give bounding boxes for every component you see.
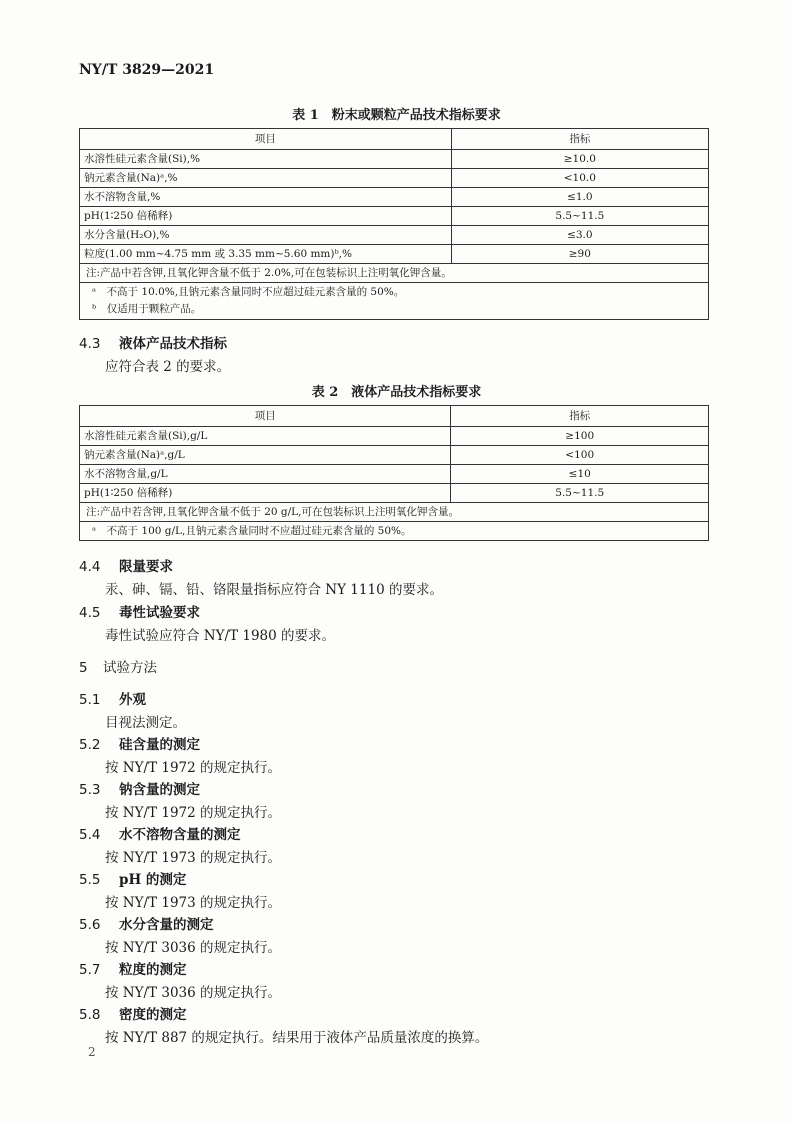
table-cell-item: pH(1∶250 倍稀释) [80, 207, 452, 226]
table-row [80, 226, 709, 245]
section-5-heading [79, 656, 157, 676]
section-5-8-heading [79, 1003, 187, 1023]
section-number: 5.2 [79, 737, 101, 753]
table-cell-item: 粒度(1.00 mm~4.75 mm 或 3.35 mm~5.60 mm)ᵇ,% [80, 245, 452, 264]
table2-footnote-a: ᵃ 不高于 100 g/L,且钠元素含量同时不应超过硅元素含量的 50%。 [80, 522, 709, 541]
table-cell-item: 水分含量(H₂O),% [80, 226, 452, 245]
section-4-4-heading [79, 555, 173, 575]
table-cell-value: ≤3.0 [451, 226, 708, 245]
section-number: 5.1 [79, 692, 101, 708]
section-5-7-text: 按 NY/T 3036 的规定执行。 [105, 985, 282, 1001]
section-5-4-heading [79, 823, 241, 843]
table-cell-value: ≤10 [451, 465, 709, 484]
table-row [80, 169, 709, 188]
section-title: 水分含量的测定 [119, 917, 214, 933]
section-title: 粒度的测定 [119, 962, 187, 978]
section-number: 5.3 [79, 782, 101, 798]
table-row [80, 427, 709, 446]
table2 [79, 405, 709, 541]
section-5-6-text: 按 NY/T 3036 的规定执行。 [105, 940, 282, 956]
table-cell-item: 水溶性硅元素含量(Si),g/L [80, 427, 451, 446]
table-cell-value: <10.0 [451, 169, 708, 188]
section-title: 试验方法 [103, 660, 157, 676]
section-5-7-heading [79, 958, 187, 978]
section-5-5-heading [79, 868, 186, 888]
table1 [79, 128, 709, 320]
table-cell-item: 水溶性硅元素含量(Si),% [80, 150, 452, 169]
table-row [80, 465, 709, 484]
table-cell-value: 5.5~11.5 [451, 484, 709, 503]
section-5-6-heading [79, 913, 214, 933]
section-title: 密度的测定 [119, 1007, 187, 1023]
table-cell-value: ≤1.0 [451, 188, 708, 207]
section-5-2-text: 按 NY/T 1972 的规定执行。 [105, 760, 282, 776]
table2-header-value: 指标 [451, 406, 709, 427]
table-cell-value: ≥10.0 [451, 150, 708, 169]
table1-header-item: 项目 [80, 129, 452, 150]
section-title: 外观 [119, 692, 146, 708]
section-title: 钠含量的测定 [119, 782, 200, 798]
table1-footnotes [80, 283, 709, 320]
section-number: 4.3 [79, 336, 101, 352]
section-4-5-heading [79, 601, 200, 621]
table-cell-item: 水不溶物含量,g/L [80, 465, 451, 484]
table-row [80, 150, 709, 169]
table-cell-value: <100 [451, 446, 709, 465]
section-4-5-text: 毒性试验应符合 NY/T 1980 的要求。 [105, 628, 336, 644]
section-number: 4.4 [79, 559, 101, 575]
section-title: 水不溶物含量的测定 [119, 827, 241, 843]
table-cell-item: 钠元素含量(Na)ᵃ,% [80, 169, 452, 188]
section-4-4-text: 汞、砷、镉、铅、铬限量指标应符合 NY 1110 的要求。 [105, 582, 443, 598]
table-row [80, 207, 709, 226]
section-title: pH 的测定 [119, 872, 187, 888]
table2-header-item: 项目 [80, 406, 451, 427]
section-5-1-text: 目视法测定。 [105, 715, 186, 731]
section-title: 硅含量的测定 [119, 737, 200, 753]
table-row [80, 188, 709, 207]
table2-caption: 表 2 液体产品技术指标要求 [311, 385, 482, 400]
section-number: 5.6 [79, 917, 101, 933]
section-5-4-text: 按 NY/T 1973 的规定执行。 [105, 850, 282, 866]
section-5-3-text: 按 NY/T 1972 的规定执行。 [105, 805, 282, 821]
page-number: 2 [88, 1045, 96, 1059]
table1-header-value: 指标 [451, 129, 708, 150]
section-number: 5 [79, 660, 88, 676]
section-5-1-heading [79, 688, 146, 708]
section-title: 液体产品技术指标 [119, 336, 227, 352]
table1-note: 注:产品中若含钾,且氧化钾含量不低于 2.0%,可在包装标识上注明氧化钾含量。 [80, 264, 709, 283]
table-row [80, 245, 709, 264]
section-5-8-text: 按 NY/T 887 的规定执行。结果用于液体产品质量浓度的换算。 [105, 1030, 489, 1046]
table-cell-item: 水不溶物含量,% [80, 188, 452, 207]
table1-footnote-a: ᵃ 不高于 10.0%,且钠元素含量同时不应超过硅元素含量的 50%。 [92, 286, 405, 298]
section-title: 毒性试验要求 [119, 605, 200, 621]
section-5-3-heading [79, 778, 200, 798]
table-cell-item: 钠元素含量(Na)ᵃ,g/L [80, 446, 451, 465]
section-4-3-heading [79, 332, 227, 352]
standard-number: NY/T 3829—2021 [79, 62, 215, 78]
table-cell-value: ≥90 [451, 245, 708, 264]
table1-caption: 表 1 粉末或颗粒产品技术指标要求 [292, 108, 501, 123]
table-row [80, 484, 709, 503]
section-number: 5.5 [79, 872, 101, 888]
section-number: 5.8 [79, 1007, 101, 1023]
table-cell-value: ≥100 [451, 427, 709, 446]
table-cell-item: pH(1∶250 倍稀释) [80, 484, 451, 503]
section-4-3-text: 应符合表 2 的要求。 [105, 359, 231, 375]
table-cell-value: 5.5~11.5 [451, 207, 708, 226]
section-5-2-heading [79, 733, 200, 753]
table1-footnote-b: ᵇ 仅适用于颗粒产品。 [92, 303, 202, 315]
section-number: 5.7 [79, 962, 101, 978]
section-number: 5.4 [79, 827, 101, 843]
section-5-5-text: 按 NY/T 1973 的规定执行。 [105, 895, 282, 911]
table-row [80, 446, 709, 465]
section-title: 限量要求 [119, 559, 173, 575]
table2-note: 注:产品中若含钾,且氧化钾含量不低于 20 g/L,可在包装标识上注明氧化钾含量。 [80, 503, 709, 522]
section-number: 4.5 [79, 605, 101, 621]
